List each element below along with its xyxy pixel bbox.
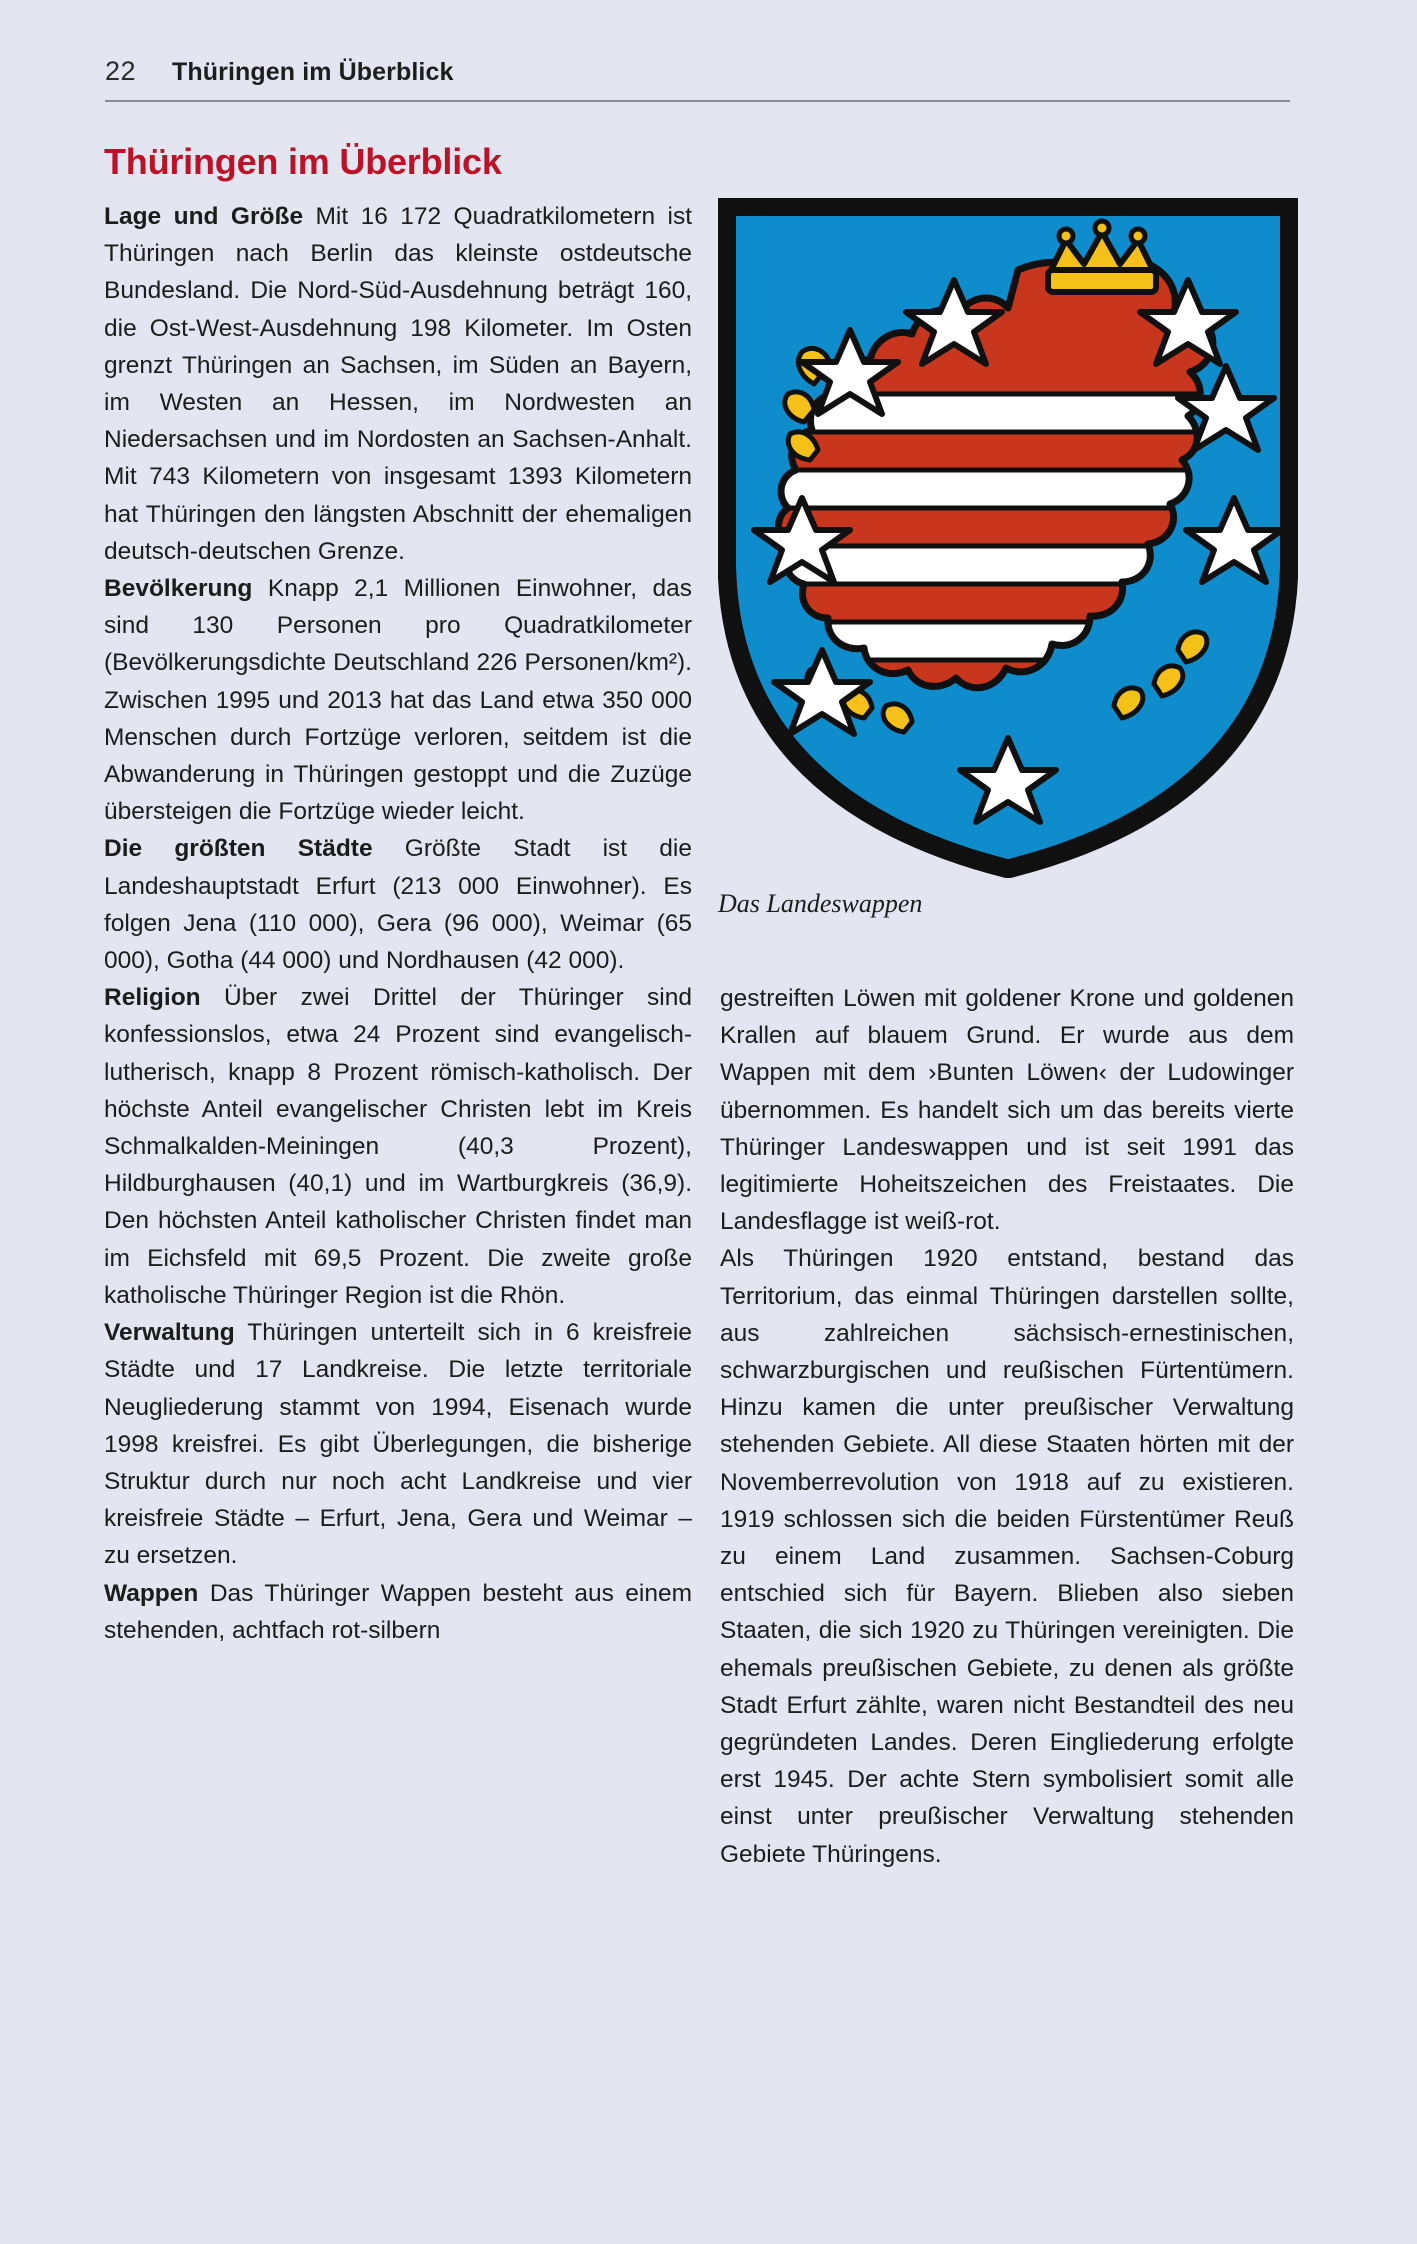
paragraph-religion xyxy=(104,979,692,1314)
running-head-title: Thüringen im Überblick xyxy=(172,58,454,86)
body-geschichte-1920: Als Thüringen 1920 entstand, bestand das Territorium, das einmal Thüringen darstellen sollte, aus zahlreichen sächsisch-ernestinischen, schwarzburgischen und reußischen Fürtentümern. Hinzu kamen die unter preußischer Verwaltung stehenden Gebiete. All diese Staaten hörten mit der Novemberrevolution von 1918 auf zu existieren. 1919 schlossen sich die beiden Fürstentümer Reuß zu einem Land zusammen. Sachsen-Coburg entschied sich für Bayern. Blieben also sieben Staaten, die sich 1920 zu Thüringen vereinigten. Die ehemals preußischen Gebiete, zu denen als größte Stadt Erfurt zählte, waren nicht Bestandteil des neu gegründeten Landes. Deren Eingliederung erfolgte erst 1945. Der achte Stern symbolisiert somit alle einst unter preußischer Verwaltung stehenden Gebiete Thüringens. xyxy=(720,1245,1294,1868)
paragraph-geschichte-1920 xyxy=(720,1240,1294,1872)
paragraph-wappen xyxy=(104,1575,692,1649)
lead-in-groesste-staedte: Die größten Städte xyxy=(104,835,373,863)
page-title: Thüringen im Überblick xyxy=(104,141,502,183)
lead-in-bevoelkerung: Bevölkerung xyxy=(104,575,253,603)
page-number: 22 xyxy=(105,56,137,86)
header-rule xyxy=(105,100,1290,102)
body-lage-und-groesse: Mit 16 172 Quadratkilometern ist Thüringen nach Berlin das kleinste ostdeutsche Bundesland. Die Nord-Süd-Ausdehnung beträgt 160, die Ost-West-Ausdehnung 198 Kilometer. Im Osten grenzt Thüringen an Sachsen, im Süden an Bayern, im Westen an Hessen, im Nordwesten an Niedersachsen und im Nordosten an Sachsen-Anhalt. Mit 743 Kilometern von insgesamt 1393 Kilometern hat Thüringen den längsten Abschnitt der ehemaligen deutsch-deutschen Grenze. xyxy=(104,203,692,565)
right-text-column xyxy=(720,980,1294,1873)
lead-in-verwaltung: Verwaltung xyxy=(104,1319,235,1347)
lead-in-wappen: Wappen xyxy=(104,1579,199,1607)
paragraph-bevoelkerung xyxy=(104,570,692,830)
paragraph-wappen-continued xyxy=(720,980,1294,1240)
running-head xyxy=(105,56,1310,87)
body-bevoelkerung: Knapp 2,1 Millionen Einwohner, das sind 130 Personen pro Quadratkilometer (Bevölkerungsdichte Deutschland 226 Personen/km²). Zwischen 1995 und 2013 hat das Land etwa 350 000 Menschen durch Fortzüge verloren, seitdem ist die Abwanderung in Thüringen gestoppt und die Zuzüge übersteigen die Fortzüge wieder leicht. xyxy=(104,575,692,826)
body-wappen-continued: gestreiften Löwen mit goldener Krone und goldenen Krallen auf blauem Grund. Er wurde aus dem Wappen mit dem ›Bunten Löwen‹ der Ludowinger übernommen. Es handelt sich um das bereits vierte Thüringer Landeswappen und ist seit 1991 das legitimierte Hoheitszeichen des Freistaates. Die Landesflagge ist weiß-rot. xyxy=(720,985,1294,1236)
coat-of-arms-figure xyxy=(718,198,1298,920)
lead-in-religion: Religion xyxy=(104,984,201,1012)
lion-crown xyxy=(1048,221,1156,292)
figure-caption: Das Landeswappen xyxy=(718,889,923,918)
paragraph-verwaltung xyxy=(104,1314,692,1574)
lead-in-lage-und-groesse: Lage und Größe xyxy=(104,203,304,230)
body-verwaltung: Thüringen unterteilt sich in 6 kreisfreie Städte und 17 Landkreise. Die letzte territoriale Neugliederung stammt von 1994, Eisenach wurde 1998 kreisfrei. Es gibt Überlegungen, die bisherige Struktur durch nur noch acht Landkreise und vier kreisfreie Städte – Erfurt, Jena, Gera und Weimar – zu ersetzen. xyxy=(104,1319,692,1570)
paragraph-lage-und-groesse xyxy=(104,198,692,570)
body-groesste-staedte: Größte Stadt ist die Landeshauptstadt Erfurt (213 000 Einwohner). Es folgen Jena (110 000), Gera (96 000), Weimar (65 000), Gotha (44 000) und Nordhausen (42 000). xyxy=(104,835,692,975)
coat-of-arms-icon xyxy=(718,198,1298,878)
left-text-column xyxy=(104,198,692,1649)
body-religion: Über zwei Drittel der Thüringer sind konfessionslos, etwa 24 Prozent sind evangelisch-lutherisch, knapp 8 Prozent römisch-katholisch. Der höchste Anteil evangelischer Christen lebt im Kreis Schmalkalden-Meiningen (40,3 Prozent), Hildburghausen (40,1) und im Wartburgkreis (36,9). Den höchsten Anteil katholischer Christen findet man im Eichsfeld mit 69,5 Prozent. Die zweite große katholische Thüringer Region ist die Rhön. xyxy=(104,984,692,1309)
paragraph-groesste-staedte xyxy=(104,830,692,979)
body-wappen: Das Thüringer Wappen besteht aus einem stehenden, achtfach rot-silbern xyxy=(104,1579,692,1644)
